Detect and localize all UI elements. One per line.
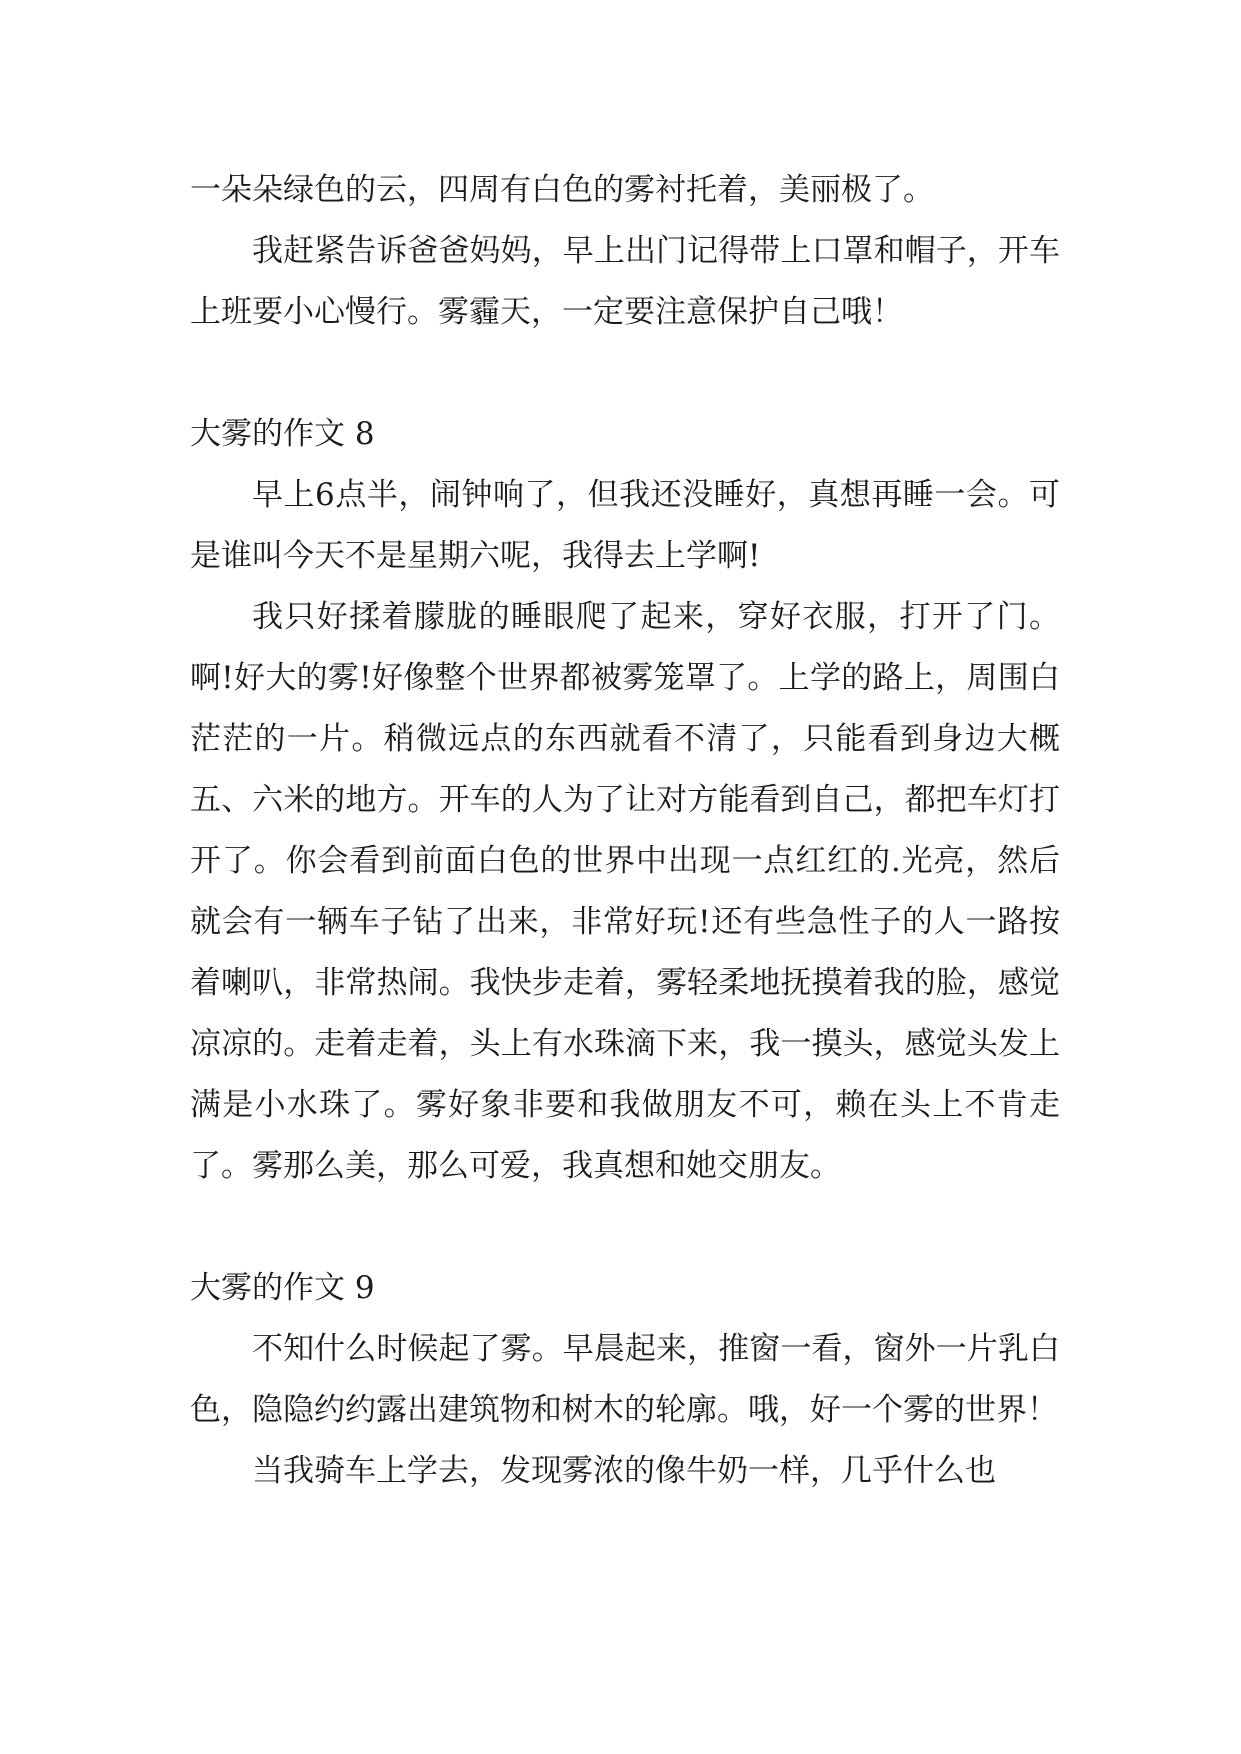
section-spacer <box>190 1197 1060 1258</box>
document-body <box>190 160 1060 1502</box>
section-8-paragraph-2: 我只好揉着朦胧的睡眼爬了起来，穿好衣服，打开了门。啊!好大的雾!好像整个世界都被雾笼罩了。上学的路上，周围白茫茫的一片。稍微远点的东西就看不清了，只能看到身边大概五、六米的地方。开车的人为了让对方能看到自己，都把车灯打开了。你会看到前面白色的世界中出现一点红红的.光亮，然后就会有一辆车子钻了出来，非常好玩!还有些急性子的人一路按着喇叭，非常热闹。我快步走着，雾轻柔地抚摸着我的脸，感觉凉凉的。走着走着，头上有水珠滴下来，我一摸头，感觉头发上满是小水珠了。雾好象非要和我做朋友不可，赖在头上不肯走了。雾那么美，那么可爱，我真想和她交朋友。 <box>190 599 1060 1184</box>
section-8-paragraph-1: 早上6点半，闹钟响了，但我还没睡好，真想再睡一会。可是谁叫今天不是星期六呢，我得去上学啊! <box>190 477 1060 574</box>
section-spacer <box>190 343 1060 404</box>
section-9-paragraph-2: 当我骑车上学去，发现雾浓的像牛奶一样，几乎什么也 <box>252 1453 996 1489</box>
intro-paragraph-2: 我赶紧告诉爸爸妈妈，早上出门记得带上口罩和帽子，开车上班要小心慢行。雾霾天，一定要注意保护自己哦！ <box>190 233 1060 330</box>
section-8-title: 大雾的作文 8 <box>190 416 375 452</box>
intro-paragraph-1: 一朵朵绿色的云，四周有白色的雾衬托着，美丽极了。 <box>190 172 934 208</box>
section-9-title: 大雾的作文 9 <box>190 1270 375 1306</box>
section-9-paragraph-1: 不知什么时候起了雾。早晨起来，推窗一看，窗外一片乳白色，隐隐约约露出建筑物和树木的轮廓。哦，好一个雾的世界！ <box>190 1331 1060 1428</box>
